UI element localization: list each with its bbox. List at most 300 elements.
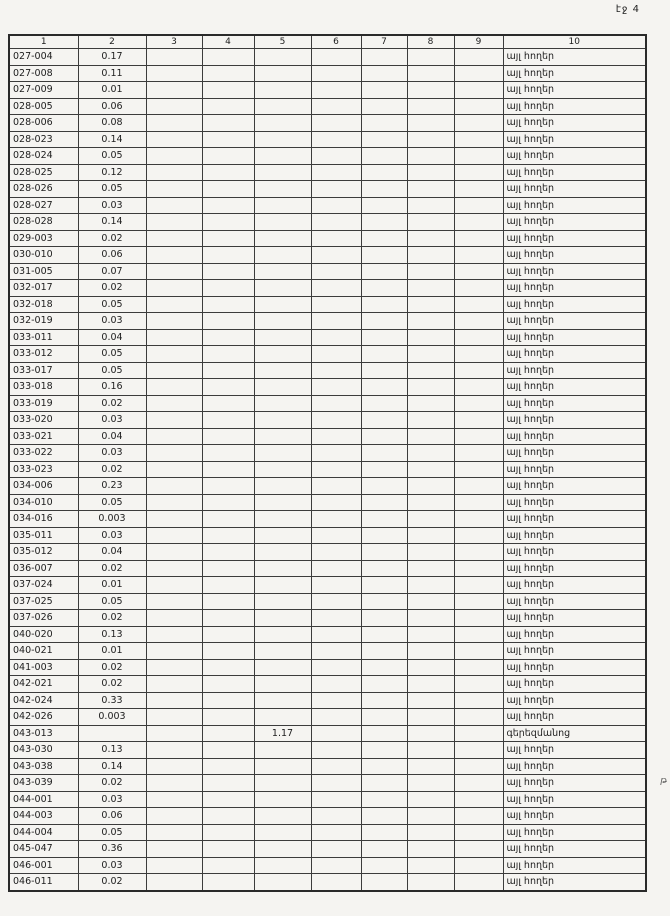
land-type-cell: այլ հողեր bbox=[503, 362, 646, 379]
value-cell bbox=[361, 346, 407, 363]
area-cell: 0.36 bbox=[78, 841, 146, 858]
code-cell: 035-012 bbox=[9, 544, 78, 561]
table-row bbox=[9, 857, 646, 874]
table-row bbox=[9, 560, 646, 577]
value-cell bbox=[254, 131, 311, 148]
value-cell bbox=[146, 577, 202, 594]
value-cell bbox=[311, 758, 361, 775]
value-cell bbox=[311, 148, 361, 165]
value-cell bbox=[254, 98, 311, 115]
value-cell bbox=[146, 643, 202, 660]
code-cell: 029-003 bbox=[9, 230, 78, 247]
value-cell bbox=[254, 379, 311, 396]
value-cell bbox=[407, 626, 454, 643]
value-cell bbox=[361, 115, 407, 132]
area-cell: 0.02 bbox=[78, 230, 146, 247]
land-type-cell: այլ հողեր bbox=[503, 560, 646, 577]
code-cell: 028-028 bbox=[9, 214, 78, 231]
value-cell bbox=[311, 593, 361, 610]
code-cell: 043-038 bbox=[9, 758, 78, 775]
value-cell bbox=[311, 263, 361, 280]
area-cell: 0.02 bbox=[78, 874, 146, 891]
value-cell bbox=[361, 494, 407, 511]
value-cell bbox=[361, 329, 407, 346]
area-cell: 0.03 bbox=[78, 857, 146, 874]
area-cell: 0.14 bbox=[78, 131, 146, 148]
value-cell bbox=[311, 115, 361, 132]
area-cell: 0.02 bbox=[78, 676, 146, 693]
value-cell bbox=[454, 676, 503, 693]
value-cell bbox=[361, 230, 407, 247]
value-cell bbox=[407, 709, 454, 726]
code-cell: 027-004 bbox=[9, 49, 78, 66]
land-type-cell: այլ հողեր bbox=[503, 115, 646, 132]
land-type-cell: այլ հողեր bbox=[503, 164, 646, 181]
value-cell bbox=[454, 560, 503, 577]
table-row bbox=[9, 412, 646, 429]
code-cell: 033-019 bbox=[9, 395, 78, 412]
value-cell bbox=[407, 527, 454, 544]
value-cell bbox=[202, 824, 254, 841]
land-type-cell: այլ հողեր bbox=[503, 709, 646, 726]
value-cell bbox=[407, 280, 454, 297]
value-cell bbox=[361, 560, 407, 577]
value-cell bbox=[361, 610, 407, 627]
value-cell bbox=[202, 676, 254, 693]
value-cell bbox=[254, 857, 311, 874]
value-cell bbox=[311, 412, 361, 429]
table-row bbox=[9, 296, 646, 313]
value-cell bbox=[454, 49, 503, 66]
value-cell bbox=[254, 230, 311, 247]
land-type-cell: այլ հողեր bbox=[503, 626, 646, 643]
value-cell bbox=[146, 197, 202, 214]
value-cell bbox=[454, 593, 503, 610]
table-row bbox=[9, 346, 646, 363]
code-cell: 033-017 bbox=[9, 362, 78, 379]
value-cell bbox=[361, 428, 407, 445]
land-type-cell: այլ հողեր bbox=[503, 247, 646, 264]
value-cell bbox=[311, 676, 361, 693]
code-cell: 041-003 bbox=[9, 659, 78, 676]
value-cell bbox=[454, 65, 503, 82]
value-cell bbox=[361, 197, 407, 214]
value-cell bbox=[361, 626, 407, 643]
value-cell bbox=[254, 527, 311, 544]
value-cell bbox=[407, 857, 454, 874]
code-cell: 034-010 bbox=[9, 494, 78, 511]
value-cell bbox=[454, 824, 503, 841]
value-cell bbox=[407, 758, 454, 775]
value-cell bbox=[311, 379, 361, 396]
value-cell bbox=[454, 544, 503, 561]
value-cell bbox=[454, 791, 503, 808]
value-cell bbox=[311, 313, 361, 330]
value-cell bbox=[361, 395, 407, 412]
value-cell bbox=[254, 643, 311, 660]
value-cell bbox=[146, 808, 202, 825]
value-cell bbox=[454, 230, 503, 247]
area-cell: 0.05 bbox=[78, 494, 146, 511]
value-cell bbox=[454, 164, 503, 181]
value-cell bbox=[454, 461, 503, 478]
value-cell bbox=[311, 131, 361, 148]
table-row bbox=[9, 626, 646, 643]
value-cell bbox=[407, 148, 454, 165]
area-cell: 0.05 bbox=[78, 296, 146, 313]
land-type-cell: այլ հողեր bbox=[503, 791, 646, 808]
value-cell bbox=[361, 131, 407, 148]
value-cell bbox=[254, 148, 311, 165]
land-type-cell: այլ հողեր bbox=[503, 692, 646, 709]
value-cell bbox=[361, 412, 407, 429]
value-cell bbox=[311, 247, 361, 264]
value-cell bbox=[202, 841, 254, 858]
table-row bbox=[9, 593, 646, 610]
value-cell bbox=[311, 49, 361, 66]
code-cell: 046-011 bbox=[9, 874, 78, 891]
area-cell: 0.02 bbox=[78, 461, 146, 478]
value-cell bbox=[254, 362, 311, 379]
value-cell bbox=[311, 82, 361, 99]
value-cell bbox=[407, 247, 454, 264]
value-cell bbox=[202, 791, 254, 808]
value-cell bbox=[311, 626, 361, 643]
value-cell bbox=[407, 692, 454, 709]
value-cell bbox=[407, 230, 454, 247]
table-row bbox=[9, 824, 646, 841]
value-cell bbox=[454, 692, 503, 709]
area-cell: 0.05 bbox=[78, 824, 146, 841]
column-header: 1 bbox=[9, 35, 78, 49]
value-cell bbox=[146, 791, 202, 808]
value-cell bbox=[202, 478, 254, 495]
land-type-cell: այլ հողեր bbox=[503, 775, 646, 792]
value-cell bbox=[311, 527, 361, 544]
value-cell bbox=[454, 214, 503, 231]
value-cell bbox=[311, 610, 361, 627]
land-type-cell: այլ հողեր bbox=[503, 379, 646, 396]
land-type-cell: այլ հողեր bbox=[503, 527, 646, 544]
value-cell bbox=[311, 164, 361, 181]
land-type-cell: այլ հողեր bbox=[503, 461, 646, 478]
value-cell bbox=[407, 362, 454, 379]
table-row bbox=[9, 709, 646, 726]
value-cell bbox=[254, 49, 311, 66]
column-header: 10 bbox=[503, 35, 646, 49]
area-cell: 0.03 bbox=[78, 197, 146, 214]
column-header: 8 bbox=[407, 35, 454, 49]
value-cell bbox=[361, 82, 407, 99]
value-cell bbox=[202, 577, 254, 594]
column-header: 4 bbox=[202, 35, 254, 49]
value-cell bbox=[254, 577, 311, 594]
value-cell bbox=[407, 428, 454, 445]
value-cell bbox=[407, 329, 454, 346]
value-cell bbox=[146, 874, 202, 891]
area-cell: 0.05 bbox=[78, 181, 146, 198]
value-cell bbox=[146, 148, 202, 165]
code-cell: 034-016 bbox=[9, 511, 78, 528]
area-cell: 0.02 bbox=[78, 659, 146, 676]
value-cell bbox=[202, 709, 254, 726]
value-cell bbox=[407, 511, 454, 528]
value-cell bbox=[146, 445, 202, 462]
value-cell bbox=[454, 643, 503, 660]
value-cell bbox=[454, 82, 503, 99]
value-cell bbox=[254, 478, 311, 495]
value-cell bbox=[146, 544, 202, 561]
value-cell bbox=[361, 511, 407, 528]
code-cell: 028-026 bbox=[9, 181, 78, 198]
code-cell: 035-011 bbox=[9, 527, 78, 544]
value-cell bbox=[361, 808, 407, 825]
code-cell: 044-003 bbox=[9, 808, 78, 825]
value-cell bbox=[454, 197, 503, 214]
value-cell bbox=[454, 329, 503, 346]
value-cell bbox=[202, 544, 254, 561]
value-cell bbox=[146, 362, 202, 379]
code-cell: 031-005 bbox=[9, 263, 78, 280]
value-cell bbox=[202, 65, 254, 82]
value-cell bbox=[454, 758, 503, 775]
code-cell: 037-026 bbox=[9, 610, 78, 627]
code-cell: 042-021 bbox=[9, 676, 78, 693]
area-cell: 0.05 bbox=[78, 148, 146, 165]
value-cell bbox=[202, 181, 254, 198]
value-cell bbox=[454, 511, 503, 528]
value-cell bbox=[454, 478, 503, 495]
value-cell bbox=[407, 461, 454, 478]
area-cell: 0.03 bbox=[78, 313, 146, 330]
value-cell bbox=[407, 874, 454, 891]
value-cell bbox=[146, 461, 202, 478]
land-type-cell: այլ հողեր bbox=[503, 742, 646, 759]
value-cell bbox=[202, 263, 254, 280]
table-row bbox=[9, 98, 646, 115]
table-row bbox=[9, 115, 646, 132]
area-cell: 0.05 bbox=[78, 346, 146, 363]
value-cell bbox=[146, 692, 202, 709]
table-row bbox=[9, 742, 646, 759]
table-row bbox=[9, 49, 646, 66]
value-cell bbox=[146, 181, 202, 198]
value-cell bbox=[407, 263, 454, 280]
area-cell: 0.03 bbox=[78, 791, 146, 808]
code-cell: 033-011 bbox=[9, 329, 78, 346]
value-cell bbox=[254, 313, 311, 330]
table-row bbox=[9, 181, 646, 198]
value-cell bbox=[454, 610, 503, 627]
land-type-cell: այլ հողեր bbox=[503, 131, 646, 148]
handwritten-note: թ bbox=[660, 776, 667, 786]
value-cell bbox=[146, 247, 202, 264]
value-cell bbox=[361, 841, 407, 858]
value-cell bbox=[361, 857, 407, 874]
value-cell bbox=[254, 296, 311, 313]
value-cell bbox=[407, 775, 454, 792]
value-cell bbox=[454, 362, 503, 379]
value-cell bbox=[311, 725, 361, 742]
value-cell bbox=[407, 593, 454, 610]
column-header: 5 bbox=[254, 35, 311, 49]
value-cell bbox=[407, 115, 454, 132]
land-type-cell: այլ հողեր bbox=[503, 544, 646, 561]
table-row bbox=[9, 577, 646, 594]
land-type-cell: այլ հողեր bbox=[503, 230, 646, 247]
value-cell bbox=[254, 197, 311, 214]
value-cell bbox=[311, 346, 361, 363]
table-row bbox=[9, 841, 646, 858]
value-cell bbox=[254, 494, 311, 511]
value-cell bbox=[202, 511, 254, 528]
land-type-cell: այլ հողեր bbox=[503, 874, 646, 891]
area-cell: 0.02 bbox=[78, 280, 146, 297]
value-cell bbox=[202, 395, 254, 412]
value-cell bbox=[361, 98, 407, 115]
land-type-cell: այլ հողեր bbox=[503, 65, 646, 82]
land-type-cell: այլ հողեր bbox=[503, 428, 646, 445]
value-cell bbox=[311, 98, 361, 115]
land-type-cell: այլ հողեր bbox=[503, 329, 646, 346]
value-cell bbox=[146, 214, 202, 231]
area-cell: 0.06 bbox=[78, 98, 146, 115]
value-cell bbox=[254, 791, 311, 808]
value-cell bbox=[311, 544, 361, 561]
value-cell bbox=[361, 775, 407, 792]
value-cell bbox=[311, 445, 361, 462]
value-cell bbox=[254, 263, 311, 280]
value-cell bbox=[454, 577, 503, 594]
column-header: 9 bbox=[454, 35, 503, 49]
value-cell bbox=[202, 626, 254, 643]
value-cell bbox=[254, 280, 311, 297]
value-cell bbox=[454, 280, 503, 297]
value-cell bbox=[407, 824, 454, 841]
area-cell: 0.05 bbox=[78, 593, 146, 610]
code-cell: 042-024 bbox=[9, 692, 78, 709]
value-cell bbox=[407, 395, 454, 412]
code-cell: 028-024 bbox=[9, 148, 78, 165]
value-cell bbox=[202, 412, 254, 429]
table-row bbox=[9, 659, 646, 676]
value-cell bbox=[361, 659, 407, 676]
code-cell: 033-020 bbox=[9, 412, 78, 429]
land-type-cell: այլ հողեր bbox=[503, 593, 646, 610]
land-type-cell: այլ հողեր bbox=[503, 758, 646, 775]
value-cell bbox=[202, 742, 254, 759]
value-cell bbox=[146, 346, 202, 363]
area-cell: 0.16 bbox=[78, 379, 146, 396]
area-cell: 0.17 bbox=[78, 49, 146, 66]
code-cell: 028-027 bbox=[9, 197, 78, 214]
table-row bbox=[9, 511, 646, 528]
value-cell bbox=[254, 412, 311, 429]
table-row bbox=[9, 329, 646, 346]
value-cell bbox=[361, 478, 407, 495]
area-cell: 0.14 bbox=[78, 758, 146, 775]
value-cell bbox=[407, 791, 454, 808]
value-cell bbox=[407, 841, 454, 858]
code-cell: 043-013 bbox=[9, 725, 78, 742]
table-row bbox=[9, 874, 646, 891]
value-cell bbox=[202, 115, 254, 132]
area-cell: 0.02 bbox=[78, 560, 146, 577]
code-cell: 043-039 bbox=[9, 775, 78, 792]
value-cell bbox=[202, 247, 254, 264]
value-cell bbox=[454, 148, 503, 165]
value-cell bbox=[311, 395, 361, 412]
value-cell bbox=[202, 692, 254, 709]
code-cell: 034-006 bbox=[9, 478, 78, 495]
value-cell bbox=[254, 593, 311, 610]
table-row bbox=[9, 197, 646, 214]
value-cell bbox=[361, 742, 407, 759]
value-cell bbox=[254, 214, 311, 231]
table-row bbox=[9, 164, 646, 181]
value-cell bbox=[146, 395, 202, 412]
land-type-cell: այլ հողեր bbox=[503, 808, 646, 825]
area-cell: 0.02 bbox=[78, 610, 146, 627]
code-cell: 040-020 bbox=[9, 626, 78, 643]
value-cell bbox=[361, 791, 407, 808]
value-cell bbox=[454, 247, 503, 264]
table-row bbox=[9, 280, 646, 297]
value-cell bbox=[146, 527, 202, 544]
value-cell bbox=[202, 131, 254, 148]
value-cell bbox=[202, 857, 254, 874]
value-cell bbox=[202, 659, 254, 676]
area-cell: 0.06 bbox=[78, 247, 146, 264]
value-cell bbox=[454, 775, 503, 792]
code-cell: 033-022 bbox=[9, 445, 78, 462]
value-cell bbox=[407, 296, 454, 313]
land-type-cell: այլ հողեր bbox=[503, 346, 646, 363]
code-cell: 044-001 bbox=[9, 791, 78, 808]
value-cell bbox=[146, 428, 202, 445]
value-cell bbox=[311, 560, 361, 577]
value-cell bbox=[146, 824, 202, 841]
value-cell bbox=[361, 709, 407, 726]
value-cell bbox=[254, 115, 311, 132]
value-cell bbox=[361, 577, 407, 594]
table-row bbox=[9, 725, 646, 742]
value-cell bbox=[146, 593, 202, 610]
code-cell: 037-025 bbox=[9, 593, 78, 610]
area-cell bbox=[78, 725, 146, 742]
value-cell bbox=[407, 164, 454, 181]
table-row bbox=[9, 379, 646, 396]
value-cell bbox=[202, 379, 254, 396]
value-cell bbox=[146, 560, 202, 577]
value-cell bbox=[202, 280, 254, 297]
value-cell bbox=[311, 296, 361, 313]
land-type-cell: այլ հողեր bbox=[503, 412, 646, 429]
value-cell bbox=[146, 725, 202, 742]
value-cell bbox=[254, 874, 311, 891]
value-cell bbox=[361, 49, 407, 66]
code-cell: 028-005 bbox=[9, 98, 78, 115]
table-row bbox=[9, 808, 646, 825]
table-row bbox=[9, 775, 646, 792]
value-cell bbox=[254, 395, 311, 412]
value-cell bbox=[146, 511, 202, 528]
code-cell: 040-021 bbox=[9, 643, 78, 660]
table-row bbox=[9, 758, 646, 775]
value-cell bbox=[254, 181, 311, 198]
value-cell bbox=[454, 841, 503, 858]
code-cell: 032-018 bbox=[9, 296, 78, 313]
